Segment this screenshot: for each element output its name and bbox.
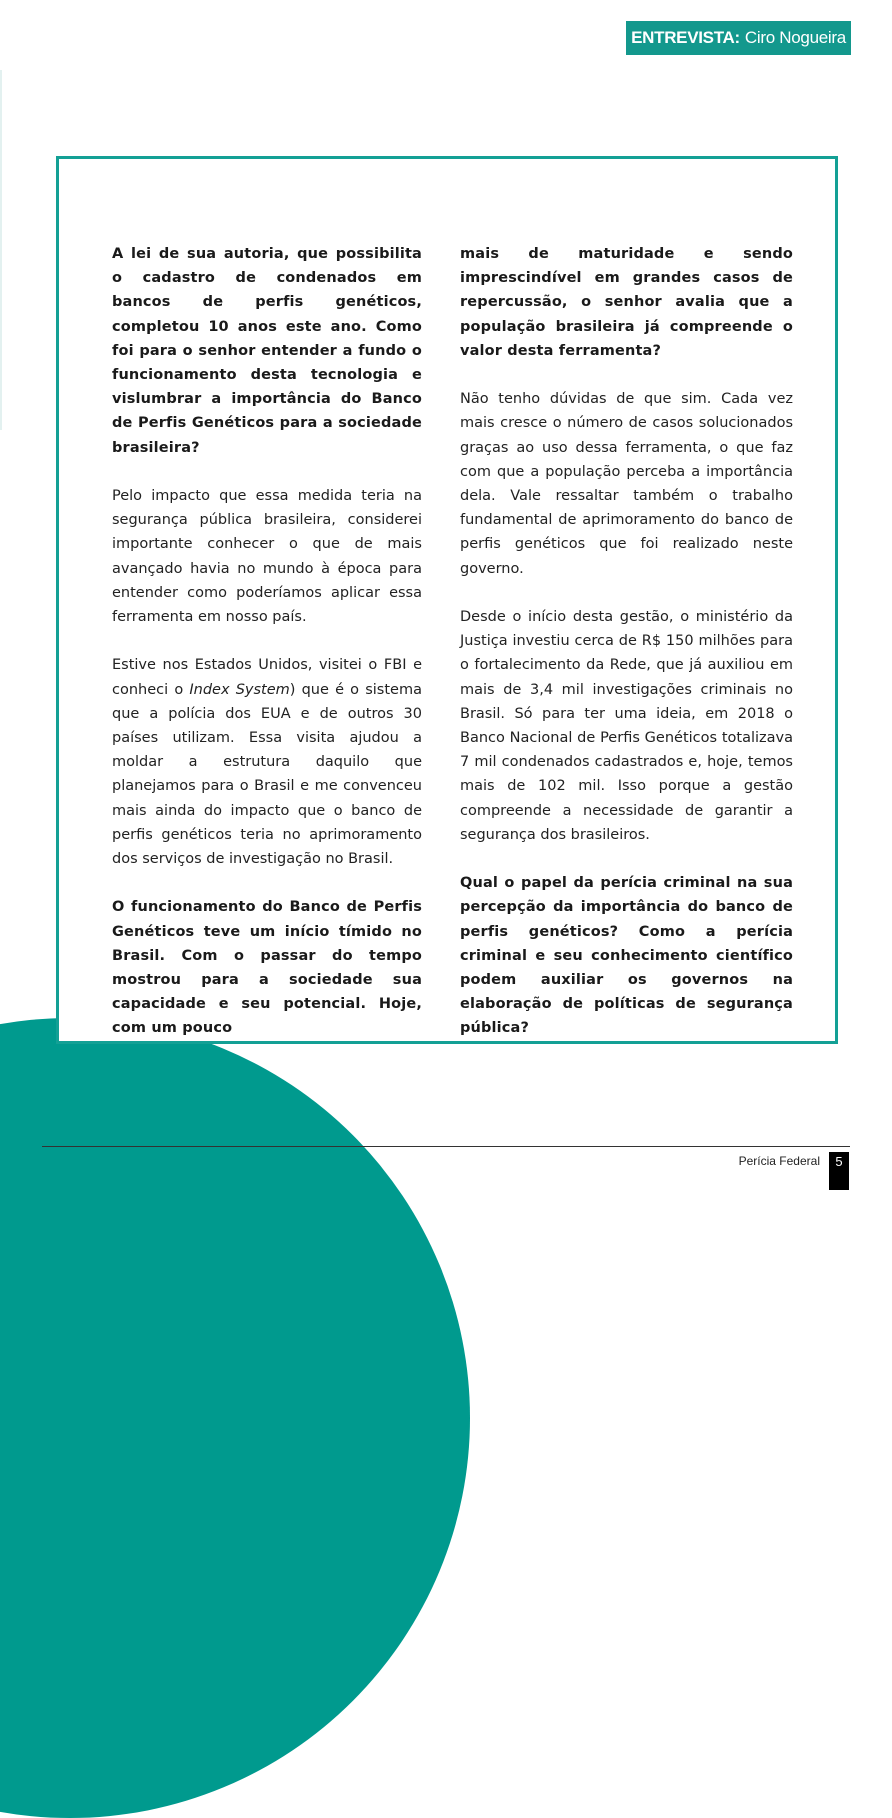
interviewee-name: Ciro Nogueira <box>744 28 846 47</box>
answer-2a: Não tenho dúvidas de que sim. Cada vez mais cresce o número de casos solucionados graças ao uso dessa ferramenta, o que faz com que a população perceba a importância dela. Vale ressaltar também o trabalho fundamental de aprimoramento do banco de perfis genéticos que foi realizado neste governo. <box>460 391 793 577</box>
section-label: ENTREVISTA: <box>631 28 740 47</box>
section-tag <box>626 21 851 55</box>
answer-2b: Desde o início desta gestão, o ministério da Justiça investiu cerca de R$ 150 milhões para o fortalecimento da Rede, que já auxiliou em mais de 3,4 mil investigações criminais no Brasil. Só para ter uma ideia, em 2018 o Banco Nacional de Perfis Genéticos totalizava 7 mil condenados cadastrados e, hoje, temos mais de 102 mil. Isso porque a gestão compreende a necessidade de garantir a segurança dos brasileiros. <box>460 609 793 843</box>
footer-divider <box>42 1146 850 1147</box>
answer-1b-text-end: ) que é o sistema que a polícia dos EUA e de outros 30 países utilizam. Essa visita ajudou a moldar a estrutura daquilo que planejamos para o Brasil e me convenceu mais ainda do impacto que o banco de perfis genéticos teria no aprimoramento dos serviços de investigação no Brasil. <box>112 681 422 868</box>
page-edge-strip <box>0 70 2 430</box>
index-system-term: Index System <box>189 681 290 698</box>
interview-box <box>56 156 838 1044</box>
decorative-teal-circle <box>0 1018 470 1818</box>
page-number: 5 <box>829 1152 849 1190</box>
answer-1a: Pelo impacto que essa medida teria na segurança pública brasileira, considerei importante conhecer o que de mais avançado havia no mundo à época para entender como poderíamos aplicar essa ferramenta em nosso país. <box>112 488 422 626</box>
publication-name: Perícia Federal <box>738 1154 820 1168</box>
right-column <box>460 242 793 1065</box>
question-3: Qual o papel da perícia criminal na sua percepção da importância do banco de perfis genéticos? Como a perícia criminal e seu conhecimento científico podem auxiliar os governos na elaboração de políticas de segurança pública? <box>460 875 793 1037</box>
answer-1b-text-start: Estive nos Estados Unidos, visitei o FBI e conheci o <box>112 657 422 698</box>
question-2-start: O funcionamento do Banco de Perfis Genéticos teve um início tímido no Brasil. Com o passar do tempo mostrou para a sociedade sua capacidade e seu potencial. Hoje, com um pouco <box>112 899 422 1037</box>
left-column <box>112 242 422 1065</box>
question-2-end: mais de maturidade e sendo imprescindível em grandes casos de repercussão, o senhor avalia que a população brasileira já compreende o valor desta ferramenta? <box>460 246 793 359</box>
answer-1b <box>112 653 422 871</box>
question-1: A lei de sua autoria, que possibilita o cadastro de condenados em bancos de perfis genéticos, completou 10 anos este ano. Como foi para o senhor entender a fundo o funcionamento desta tecnologia e vislumbrar a importância do Banco de Perfis Genéticos para a sociedade brasileira? <box>112 246 422 456</box>
